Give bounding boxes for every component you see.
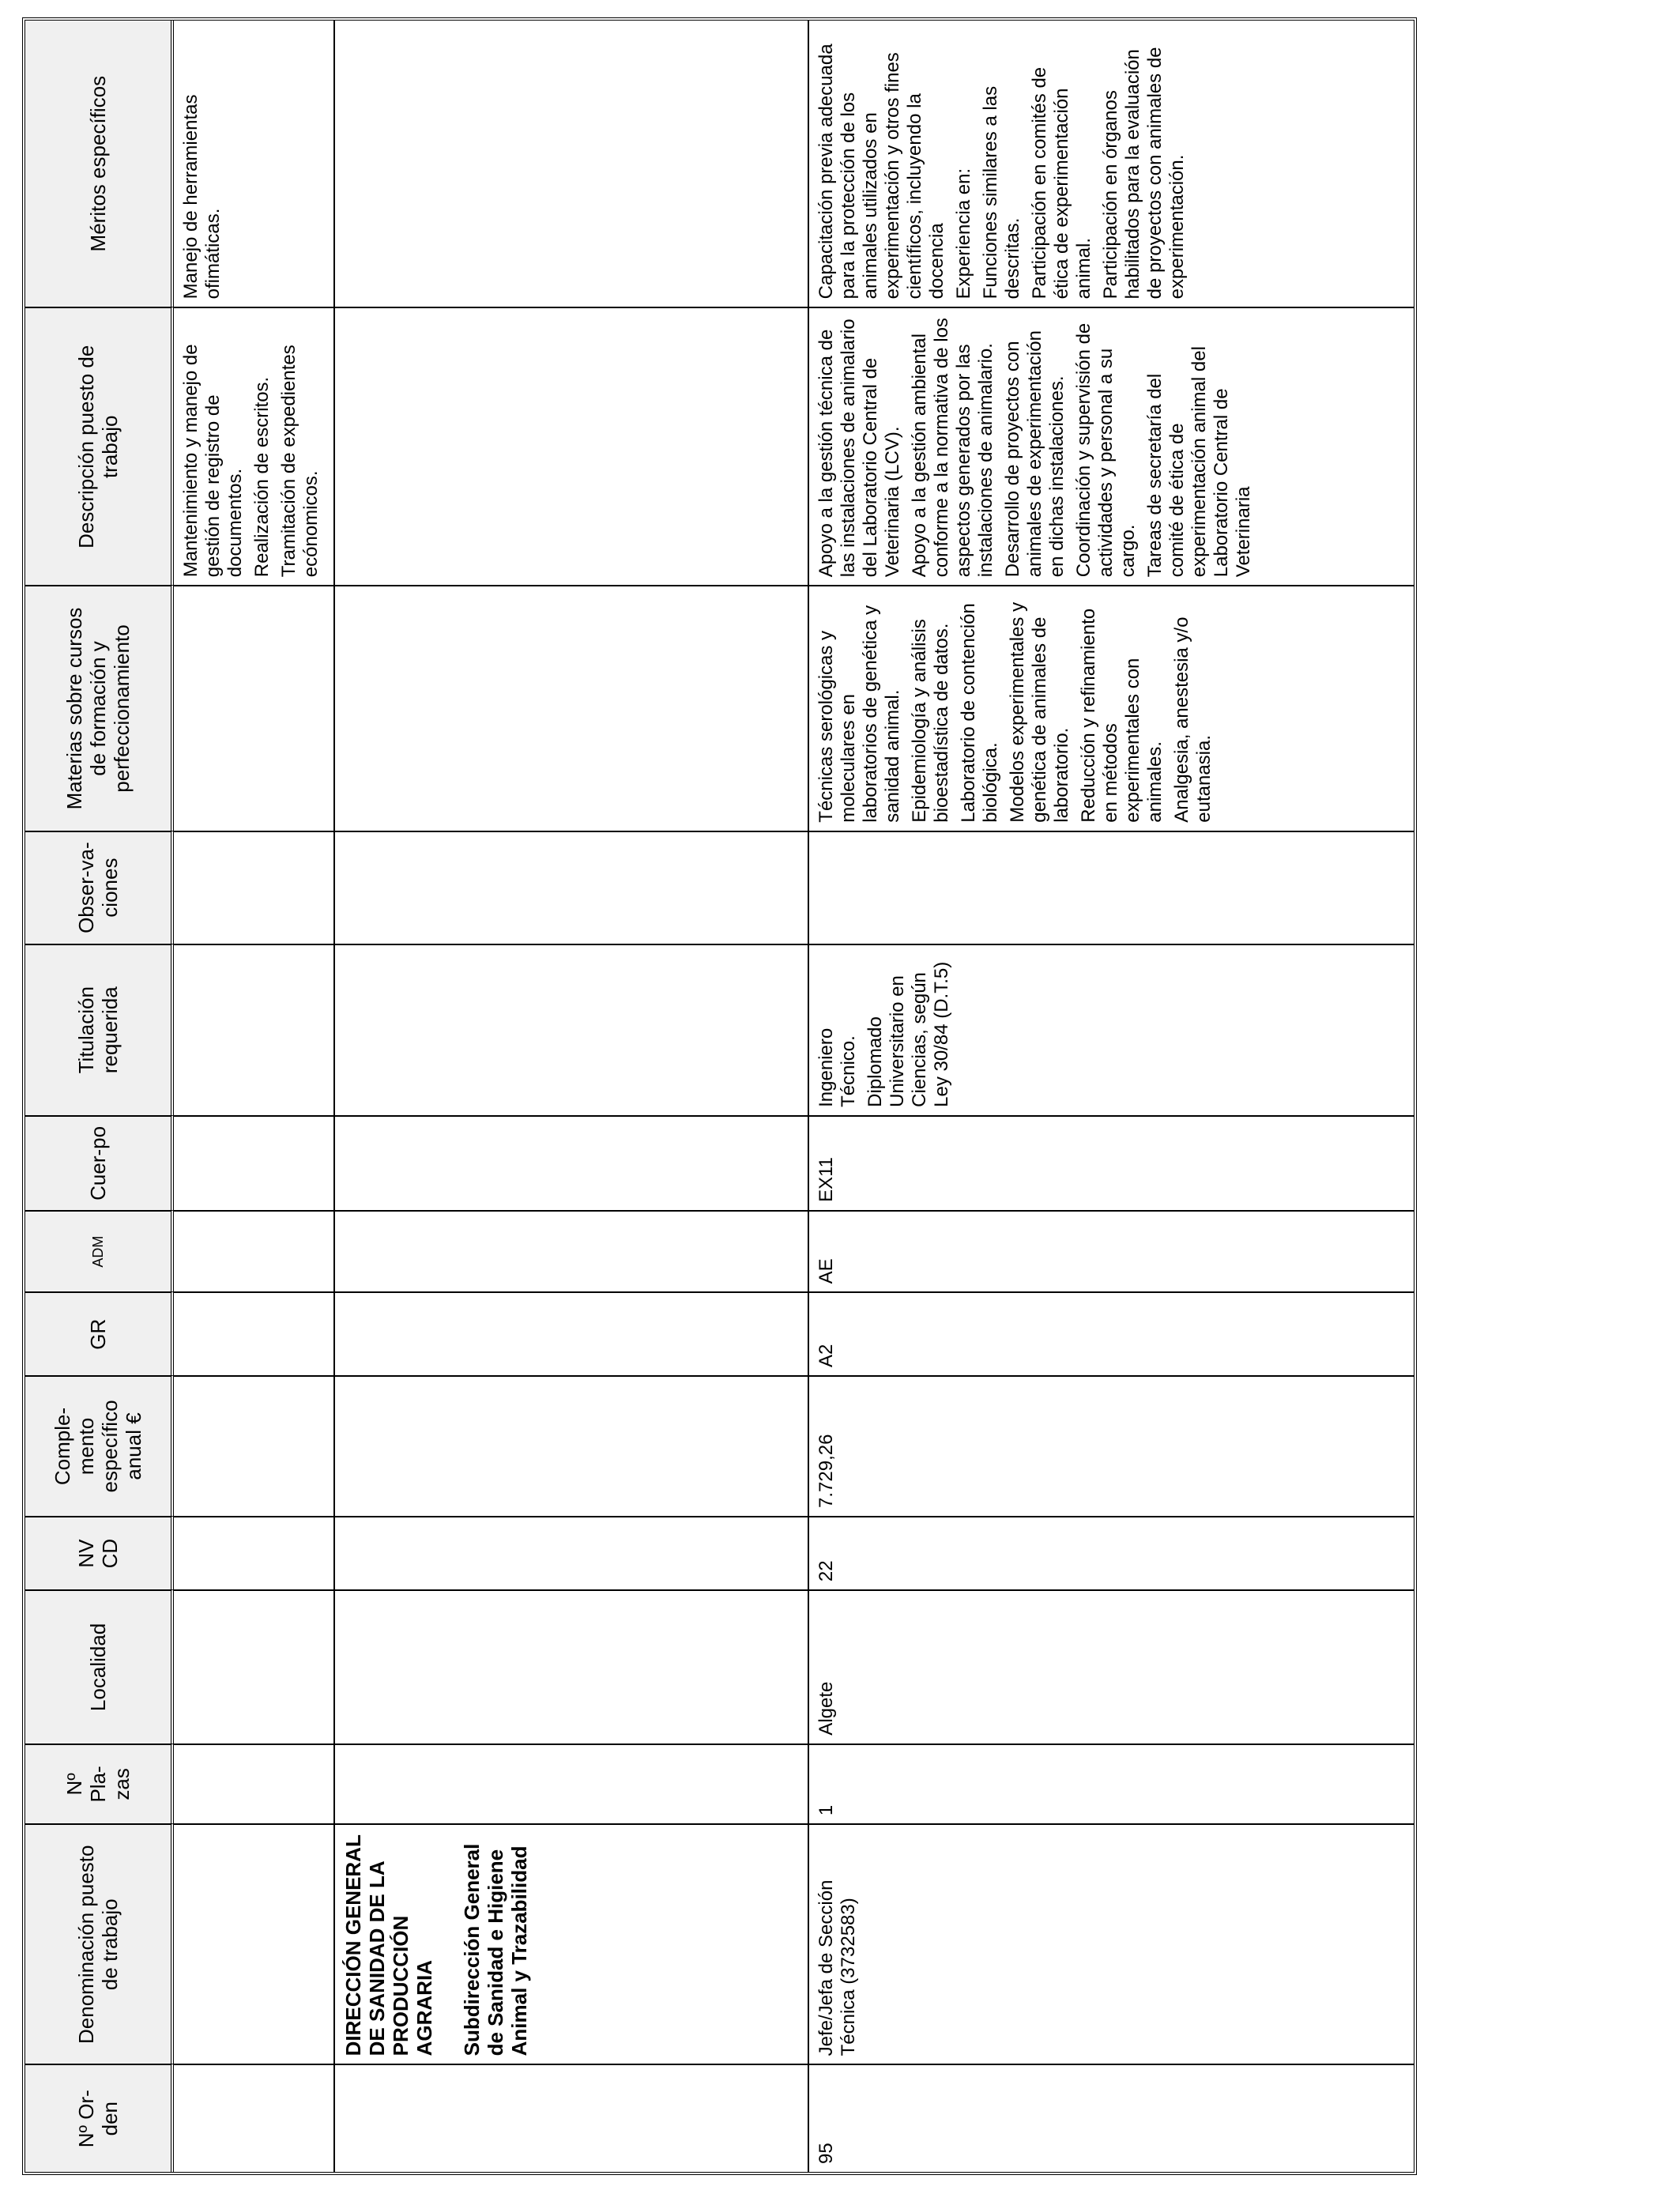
gr-cell: A2: [809, 1291, 1414, 1375]
meritos-cell: [809, 21, 1414, 307]
cell: [335, 1516, 809, 1589]
cell: [335, 831, 809, 944]
meritos-item: Capacitación previa adecuada para la protección de los animales utilizados en experimentación y otros fines científicos, incluyendo la docencia: [816, 43, 947, 300]
job-positions-table: [22, 17, 1417, 2175]
cell: [174, 831, 335, 944]
organization-cell: [335, 1823, 809, 2064]
cell: [335, 1115, 809, 1210]
cell: [174, 1291, 335, 1375]
localidad-cell: Algete: [809, 1589, 1414, 1744]
cell: [174, 1744, 335, 1823]
cell: [174, 1823, 335, 2064]
cell: [335, 1375, 809, 1516]
cuerpo-cell: EX11: [809, 1115, 1414, 1210]
materias-item: Modelos experimentales y genética de animales de laboratorio.: [1007, 601, 1072, 823]
header-descripcion: Descripción puesto de trabajo: [25, 307, 174, 585]
descripcion-cell: [809, 307, 1414, 585]
prev-meritos-text: Manejo de herramientas ofimáticas.: [180, 94, 224, 300]
descripcion-item: Coordinación y supervisión de actividades y personal a su cargo.: [1073, 322, 1139, 578]
materias-item: Laboratorio de contención biológica.: [958, 603, 1001, 823]
cell: [335, 307, 809, 585]
table-row-previous: [174, 21, 335, 2172]
titulacion-cell: [809, 944, 1414, 1115]
header-materias: Materias sobre cursos de formación y perfeccionamiento: [25, 585, 174, 830]
materias-cell: [809, 585, 1414, 830]
prev-descripcion-cell: [174, 307, 335, 585]
header-denominacion: Denominación puesto de trabajo: [25, 1823, 174, 2064]
meritos-item: Participación en órganos habilitados para la evaluación de proyectos con animales de experimentación.: [1100, 47, 1188, 300]
meritos-item: Funciones similares a las descritas.: [980, 85, 1023, 300]
cell: [335, 1210, 809, 1291]
cell: [174, 2064, 335, 2172]
cell: [335, 585, 809, 830]
materias-item: Técnicas serológicas y moleculares en laboratorios de genética y sanidad animal.: [816, 605, 903, 823]
descripcion-item: Desarrollo de proyectos con animales de experimentación en dichas instalaciones.: [1002, 330, 1068, 578]
titulacion-item: Ingeniero Técnico.: [816, 1027, 859, 1107]
materias-item: Reducción y refinamiento en métodos experimentales con animales.: [1078, 608, 1166, 823]
cell: [174, 1115, 335, 1210]
observaciones-cell: [809, 831, 1414, 944]
cell: [174, 1210, 335, 1291]
cell: [335, 2064, 809, 2172]
plazas-cell: 1: [809, 1744, 1414, 1823]
direccion-general-heading: DIRECCIÓN GENERAL DE SANIDAD DE LA PRODUCCIÓN AGRARIA: [341, 1834, 436, 2056]
header-row: [25, 21, 174, 2172]
cell: [335, 21, 809, 307]
header-localidad: Localidad: [25, 1589, 174, 1744]
cell: [335, 1589, 809, 1744]
cell: [335, 1291, 809, 1375]
complemento-cell: 7.729,26: [809, 1375, 1414, 1516]
header-titulacion: Titulación requerida: [25, 944, 174, 1115]
cell: [174, 944, 335, 1115]
header-plazas: Nº Pla-zas: [25, 1744, 174, 1823]
meritos-item: Experiencia en:: [953, 168, 974, 300]
header-orden: Nº Or-den: [25, 2064, 174, 2172]
header-adm: ADM: [25, 1210, 174, 1291]
header-observaciones: Obser-va-ciones: [25, 831, 174, 944]
header-nvcd: NV CD: [25, 1516, 174, 1589]
materias-item: Analgesia, anestesia y/o eutanasia.: [1171, 616, 1215, 823]
prev-meritos-cell: [174, 21, 335, 307]
adm-cell: AE: [809, 1210, 1414, 1291]
descripcion-item: Apoyo a la gestión ambiental conforme a la normativa de los aspectos generados por las instalaciones de animalario.: [909, 318, 996, 578]
descripcion-item: Tareas de secretaría del comité de ética de experimentación animal del Laboratorio Central de Veterinaria: [1144, 346, 1254, 578]
header-gr: GR: [25, 1291, 174, 1375]
cell: [335, 1744, 809, 1823]
prev-descripcion-item: Mantenimiento y manejo de gestión de registro de documentos.: [180, 344, 246, 578]
cell: [174, 585, 335, 830]
cell: [174, 1589, 335, 1744]
header-cuerpo: Cuer-po: [25, 1115, 174, 1210]
cell: [335, 944, 809, 1115]
nvcd-cell: 22: [809, 1516, 1414, 1589]
orden-cell: 95: [809, 2064, 1414, 2172]
cell: [174, 1375, 335, 1516]
materias-item: Epidemiología y análisis bioestadística de datos.: [909, 619, 952, 823]
denominacion-cell: Jefe/Jefa de Sección Técnica (3732583): [809, 1823, 1414, 2064]
cell: [174, 1516, 335, 1589]
header-complemento: Comple-mento específico anual €: [25, 1375, 174, 1516]
subdireccion-heading: Subdirección General de Sanidad e Higiene Animal y Trazabilidad: [460, 1843, 531, 2056]
header-meritos: Méritos específicos: [25, 21, 174, 307]
prev-descripcion-item: Realización de escritos.: [251, 376, 273, 578]
meritos-item: Participación en comités de ética de experimentación animal.: [1029, 66, 1094, 300]
descripcion-item: Apoyo a la gestión técnica de las instalaciones de animalario del Laboratorio Central de Veterinaria (LCV).: [816, 319, 903, 578]
prev-descripcion-item: Tramitación de expedientes ecónomicos.: [278, 345, 322, 578]
table-row-organization: [335, 21, 809, 2172]
table-row: [809, 21, 1414, 2172]
titulacion-item: Diplomado Universitario en Ciencias, según Ley 30/84 (D.T.5): [864, 961, 952, 1107]
